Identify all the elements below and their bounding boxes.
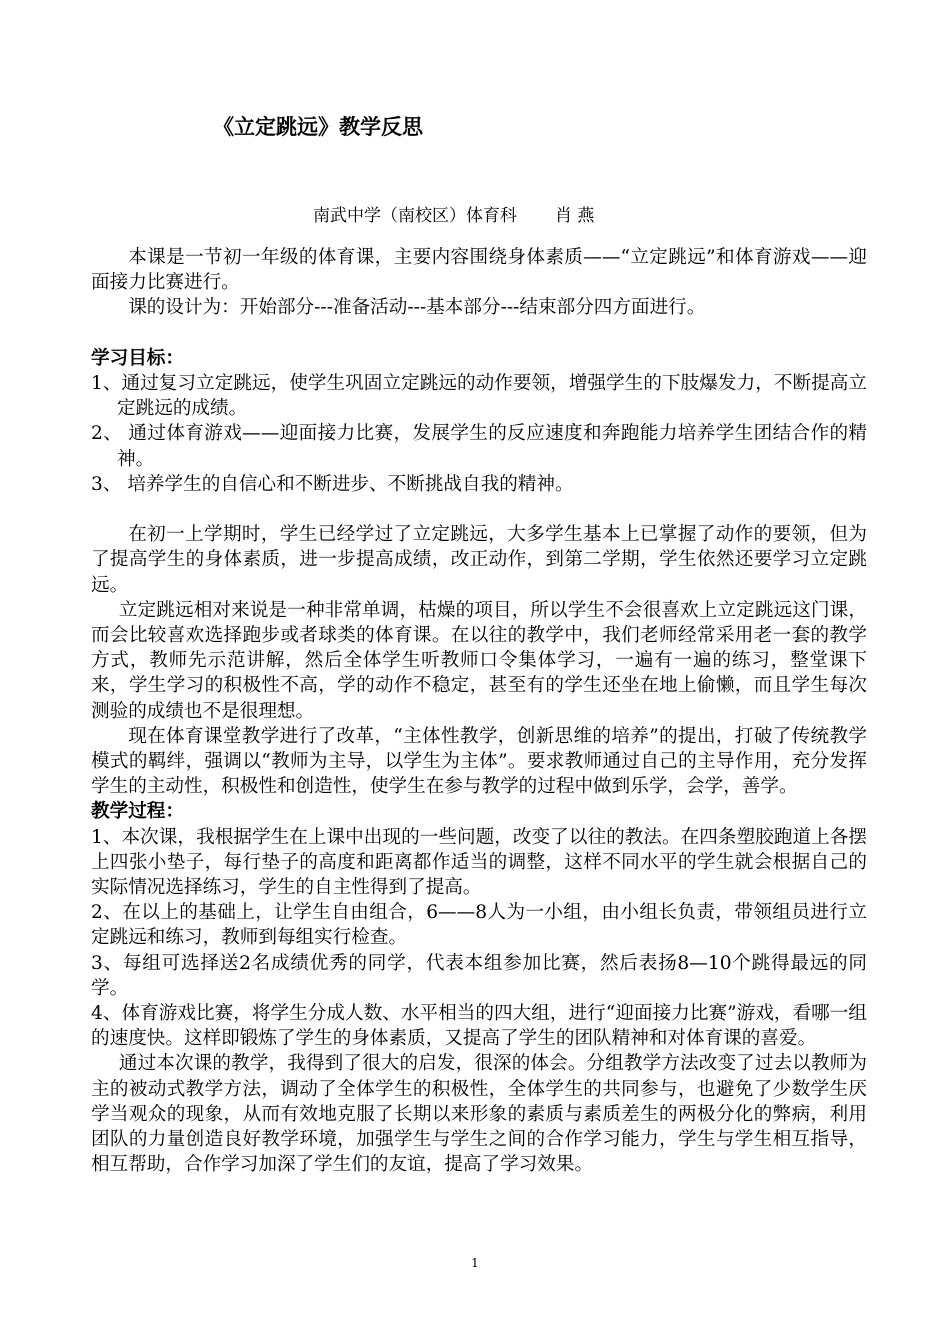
goal-item: 2、 通过体育游戏——迎面接力比赛，发展学生的反应速度和奔跑能力培养学生团结合作的精神。 bbox=[91, 423, 867, 470]
process-item: 1、本次课，我根据学生在上课中出现的一些问题，改变了以往的教法。在四条塑胶跑道上各摆上四张小垫子，每行垫子的高度和距离都作适当的调整，这样不同水平的学生就会根据自己的实际情况选择练习，学生的自主性得到了提高。 bbox=[91, 826, 867, 899]
intro-paragraph: 课的设计为：开始部分---准备活动---基本部分---结束部分四方面进行。 bbox=[128, 297, 706, 319]
page-number: 1 bbox=[471, 1256, 479, 1270]
body-paragraph: 立定跳远相对来说是一种非常单调，枯燥的项目，所以学生不会很喜欢上立定跳远这门课，而会比较喜欢选择跑步或者球类的体育课。在以往的教学中，我们老师经常采用老一套的教学方式，教师先示范讲解，然后全体学生听教师口令集体学习，一遍有一遍的练习，整堂课下来，学生学习的积极性不高，学的动作不稳定，甚至有的学生还坐在地上偷懒，而且学生每次测验的成绩也不是很理想。 bbox=[91, 599, 867, 722]
body-paragraph: 在初一上学期时，学生已经学过了立定跳远，大多学生基本上已掌握了动作的要领，但为了提高学生的身体素质，进一步提高成绩，改正动作，到第二学期，学生依然还要学习立定跳远。 bbox=[91, 524, 867, 596]
process-item: 4、体育游戏比赛，将学生分成人数、水平相当的四大组，进行“迎面接力比赛”游戏，看哪一组的速度快。这样即锻炼了学生的身体素质，又提高了学生的团队精神和对体育课的喜爱。 bbox=[91, 1003, 867, 1050]
intro-paragraph: 本课是一节初一年级的体育课，主要内容围绕身体素质——“立定跳远”和体育游戏——迎面接力比赛进行。 bbox=[91, 247, 867, 294]
body-paragraph: 现在体育课堂教学进行了改革，“主体性教学，创新思维的培养”的提出，打破了传统教学模式的羁绊，强调以“教师为主导，以学生为主体”。要求教师通过自己的主导作用，充分发挥学生的主动性，积极性和创造性，使学生在参与教学的过程中做到乐学，会学，善学。 bbox=[91, 725, 867, 798]
process-item: 3、每组可选择送2名成绩优秀的同学，代表本组参加比赛，然后表扬8—10个跳得最远的同学。 bbox=[91, 952, 867, 999]
spacer bbox=[91, 497, 867, 522]
process-item: 2、在以上的基础上，让学生自由组合，6——8人为一小组，由小组长负责，带领组员进行立定跳远和练习，教师到每组实行检查。 bbox=[91, 902, 867, 949]
author-name: 肖 燕 bbox=[555, 206, 595, 226]
spacer bbox=[91, 321, 867, 346]
process-heading: 教学过程： bbox=[91, 801, 184, 823]
goal-item: 3、 培养学生的自信心和不断进步、不断挑战自我的精神。 bbox=[91, 473, 574, 495]
author-line bbox=[313, 201, 594, 226]
document-body bbox=[91, 245, 867, 1177]
goal-item: 1、通过复习立定跳远，使学生巩固立定跳远的动作要领，增强学生的下肢爆发力，不断提高立定跳远的成绩。 bbox=[91, 373, 867, 420]
document-title: 《立定跳远》教学反思 bbox=[213, 114, 423, 139]
goals-heading: 学习目标： bbox=[91, 347, 184, 369]
author-unit: 南武中学（南校区）体育科 bbox=[313, 206, 517, 226]
conclusion-paragraph: 通过本次课的教学，我得到了很大的启发，很深的体会。分组教学方法改变了过去以教师为主的被动式教学方法，调动了全体学生的积极性，全体学生的共同参与，也避免了少数学生厌学当观众的现象，从而有效地克服了长期以来形象的素质与素质差生的两极分化的弊病，利用团队的力量创造良好教学环境，加强学生与学生之间的合作学习能力，学生与学生相互指导，相互帮助，合作学习加深了学生们的友谊，提高了学习效果。 bbox=[91, 1053, 867, 1176]
